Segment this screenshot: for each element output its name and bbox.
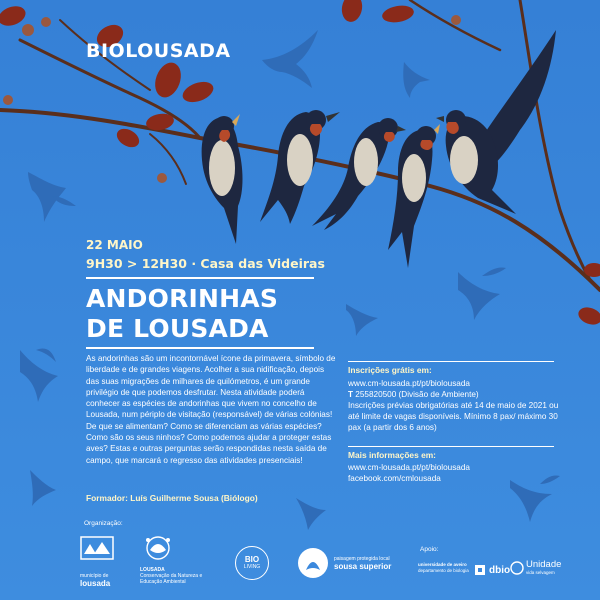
dbio-graphic <box>474 564 486 576</box>
phone-prefix: T <box>348 390 354 399</box>
lousada-conservacao-graphic <box>140 534 176 562</box>
divider <box>348 361 554 362</box>
info-heading: Mais informações em: <box>348 450 436 460</box>
divider <box>86 347 314 349</box>
organizacao-label: Organização: <box>84 520 123 527</box>
dbio-icon <box>474 564 510 576</box>
event-title-line2: DE LOUSADA <box>86 314 269 343</box>
paisagem-text1: paisagem protegida local <box>334 555 390 562</box>
biolousada-logo: BIOLOUSADA <box>86 40 231 62</box>
event-time-place: 9H30 > 12H30 · Casa das Videiras <box>86 256 325 271</box>
dbio-text: dbio <box>489 564 511 576</box>
bio-living-text1: BIO <box>244 555 260 564</box>
event-title <box>86 284 278 344</box>
universidade-text2: departamento de biologia <box>418 568 469 573</box>
info-facebook[interactable]: facebook.com/cmlousada <box>348 474 441 483</box>
paisagem-icon <box>296 546 392 580</box>
unidade-row <box>510 560 570 576</box>
paisagem-graphic <box>296 546 330 580</box>
event-date: 22 MAIO <box>86 238 143 252</box>
municipio-text2: lousada <box>80 579 111 588</box>
unidade-icon <box>510 560 570 576</box>
universidade-text1: universidade de aveiro <box>418 562 467 567</box>
info-url[interactable]: www.cm-lousada.pt/pt/biolousada <box>348 463 470 472</box>
info-details <box>348 462 470 484</box>
phone-number: 255820500 (Divisão de Ambiente) <box>355 390 479 399</box>
registration-details <box>348 378 563 433</box>
event-description: As andorinhas são um incontornável ícone da primavera, símbolo de liberdade e de grandes viagens. Acolher a sua nidificação, depois das suas migrações de milhares de quilómetros, é um grande privilégio de que podemos desfrutar. Nesta atividade poderá conhecer as espécies de andorinhas que vivem no concelho de Lousada, num périplo de visitação (responsável) de várias colónias! De que se alimentam? Como se diferenciam as várias espécies? Como são os seus ninhos? Como podemos ajudar a proteger estas aves? Estas e outras perguntas serão respondidas nesta saída de campo, que marcará o regresso das atividades presenciais! <box>86 354 336 465</box>
universidade-icon <box>418 562 478 574</box>
dbio-row <box>474 564 510 576</box>
bio-living-badge <box>235 546 269 580</box>
lousada-conservacao-text2: Conservação da Natureza e Educação Ambiental <box>140 573 203 585</box>
bio-living-text2: LIVING <box>243 564 261 570</box>
bio-living-icon <box>232 546 272 580</box>
lousada-conservacao-icon <box>140 534 212 585</box>
unidade-text <box>526 560 561 576</box>
divider <box>86 277 314 279</box>
paisagem-row <box>296 546 392 580</box>
registration-phone <box>348 389 563 400</box>
registration-heading: Inscrições grátis em: <box>348 365 432 375</box>
paisagem-text <box>334 556 391 571</box>
divider <box>348 446 554 447</box>
apoio-label: Apoio: <box>420 546 439 553</box>
unidade-text1: Unidade <box>526 559 562 570</box>
unidade-text2: vida selvagem <box>526 570 555 575</box>
unidade-graphic <box>510 561 524 575</box>
municipio-logo-graphic <box>80 536 114 568</box>
paisagem-text2: sousa superior <box>334 561 392 571</box>
event-title-line1: ANDORINHAS <box>86 284 279 313</box>
municipio-icon <box>80 536 124 588</box>
municipio-text1: município de <box>80 573 109 579</box>
event-formador: Formador: Luís Guilherme Sousa (Biólogo) <box>86 493 258 503</box>
registration-url[interactable]: www.cm-lousada.pt/pt/biolousada <box>348 379 470 388</box>
registration-notes: Inscrições prévias obrigatórias até 14 de maio de 2021 ou até limite de vagas disponíveis. Mínimo 8 pax/ máximo 30 pax (a partir dos 6 anos) <box>348 401 559 432</box>
lousada-conservacao-text1: LOUSADA <box>140 567 165 573</box>
